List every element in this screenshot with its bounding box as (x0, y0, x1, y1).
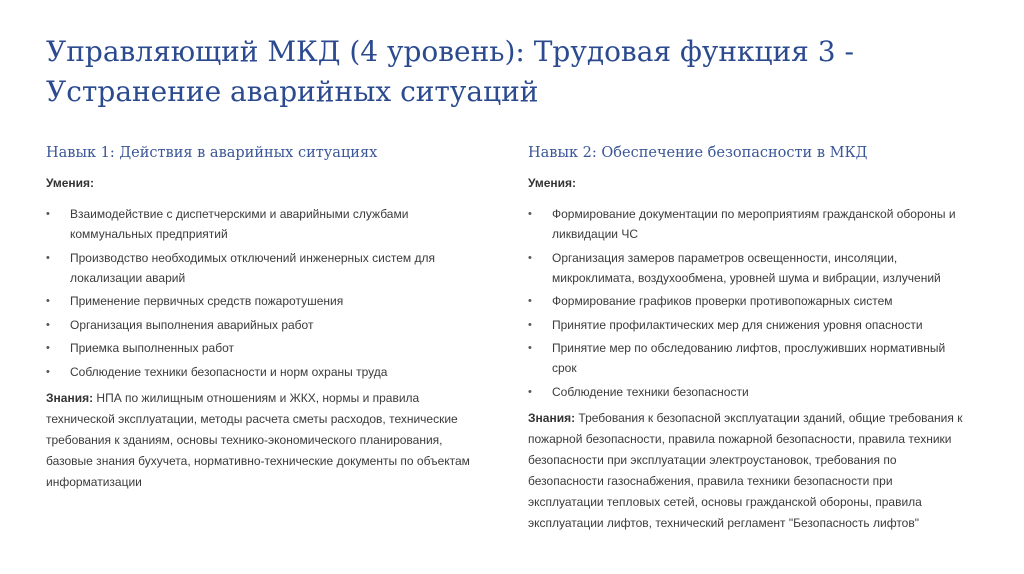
skill-column-2 (528, 142, 968, 534)
knowledge-label: Знания: (528, 410, 576, 425)
list-item-text: Производство необходимых отключений инженерных систем для локализации аварий (70, 250, 435, 285)
list-item-text: Соблюдение техники безопасности и норм охраны труда (70, 364, 388, 379)
abilities-label: Умения: (46, 176, 95, 190)
list-item (46, 204, 486, 244)
knowledge-text: Требования к безопасной эксплуатации зданий, общие требования к пожарной безопасности, правила пожарной безопасности, правила техники безопасности при эксплуатации электроустановок, требования по безопасности газоснабжения, правила техники безопасности при эксплуатации тепловых сетей, основы гражданской обороны, правила эксплуатации лифтов, технический регламент "Безопасность лифтов" (528, 410, 963, 530)
skill-column-1 (46, 142, 486, 493)
bullet: • (528, 295, 532, 307)
list-item (46, 338, 486, 358)
bullet: • (528, 385, 532, 398)
page-title: Управляющий МКД (4 уровень): Трудовая функция 3 - Устранение аварийных ситуаций (46, 35, 854, 108)
list-item (46, 315, 486, 335)
list-item (528, 291, 968, 311)
bullet: • (46, 318, 50, 331)
bullet: • (528, 251, 532, 264)
knowledge-paragraph (46, 388, 486, 493)
list-item (528, 204, 968, 244)
bullet: • (46, 342, 50, 354)
abilities-list (528, 204, 968, 402)
bullet: • (46, 295, 50, 307)
knowledge-label: Знания: (46, 390, 94, 405)
list-item-text: Принятие профилактических мер для снижения уровня опасности (552, 317, 923, 332)
list-item-text: Организация выполнения аварийных работ (70, 317, 314, 332)
bullet: • (46, 251, 50, 264)
list-item (528, 338, 968, 378)
list-item (528, 248, 968, 288)
bullet: • (46, 365, 50, 378)
list-item-text: Соблюдение техники безопасности (552, 384, 749, 399)
list-item (46, 362, 486, 382)
list-item (46, 248, 486, 288)
list-item-text: Взаимодействие с диспетчерскими и аварийными службами коммунальных предприятий (70, 207, 409, 241)
bullet: • (528, 318, 532, 331)
skill-title: Навык 1: Действия в аварийных ситуациях (46, 145, 378, 161)
list-item-text: Организация замеров параметров освещенности, инсоляции, микроклимата, воздухообмена, уровней шума и вибрации, излучений (552, 250, 941, 285)
list-item-text: Формирование графиков проверки противопожарных систем (552, 294, 893, 308)
bullet: • (46, 208, 50, 220)
list-item (528, 315, 968, 335)
knowledge-paragraph (528, 408, 968, 534)
list-item (46, 291, 486, 311)
list-item-text: Формирование документации по мероприятиям гражданской обороны и ликвидации ЧС (552, 207, 956, 241)
list-item-text: Принятие мер по обследованию лифтов, прослуживших нормативный срок (552, 341, 946, 375)
knowledge-text: НПА по жилищным отношениям и ЖКХ, нормы и правила технической эксплуатации, методы расчета сметы расходов, технические требования к зданиям, основы технико-экономического планирования, базовые знания бухучета, нормативно-технические документы по объектам информатизации (46, 390, 470, 489)
abilities-label: Умения: (528, 176, 577, 190)
list-item (528, 382, 968, 402)
list-item-text: Применение первичных средств пожаротушения (70, 294, 344, 308)
skill-title: Навык 2: Обеспечение безопасности в МКД (528, 145, 868, 161)
list-item-text: Приемка выполненных работ (70, 341, 234, 355)
bullet: • (528, 342, 532, 354)
bullet: • (528, 208, 532, 220)
abilities-list (46, 204, 486, 382)
